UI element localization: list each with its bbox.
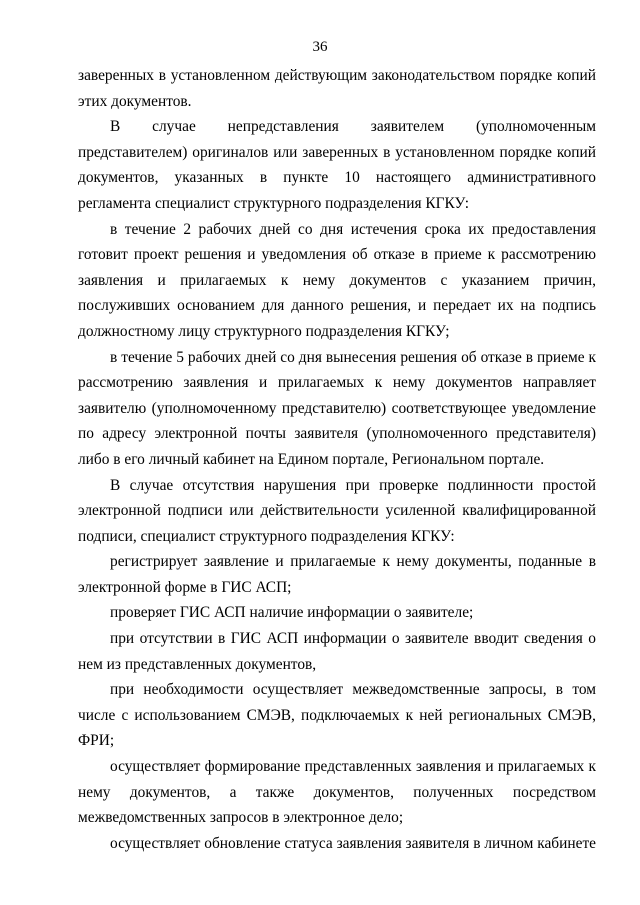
paragraph-enters-applicant-info: при отсутствии в ГИС АСП информации о заявителе вводит сведения о нем из представленных документов, [78,630,596,673]
paragraph-two-day-deadline: в течение 2 рабочих дней со дня истечения срока их предоставления готовит проект решения и уведомления об отказе в приеме к рассмотрению заявления и прилагаемых к нему документов с указанием причин, послуживших основанием для данного решения, и передает их на подпись должностному лицу структурного подразделения КГКУ; [78,220,596,340]
paragraph-continuation: заверенных в установленном действующим законодательством порядке копий этих документов. [78,67,596,110]
paragraph-checks-applicant-info: проверяет ГИС АСП наличие информации о заявителе; [110,604,474,622]
document-body [78,63,596,856]
paragraph-forms-electronic-file: осуществляет формирование представленных заявления и прилагаемых к нему документов, а также документов, полученных посредством межведомственных запросов в электронное дело; [78,758,596,827]
paragraph-interagency-requests: при необходимости осуществляет межведомственные запросы, в том числе с использованием СМЭВ, подключаемых к ней региональных СМЭВ, ФРИ; [78,681,596,750]
page-number: 36 [312,39,328,55]
paragraph-nonsubmission-case: В случае непредставления заявителем (уполномоченным представителем) оригиналов или заверенных в установленном порядке копий документов, указанных в пункте 10 настоящего административного регламента специалист структурного подразделения КГКУ: [78,118,596,212]
paragraph-registers-application: регистрирует заявление и прилагаемые к нему документы, поданные в электронной форме в ГИС АСП; [78,553,596,596]
paragraph-five-day-deadline: в течение 5 рабочих дней со дня вынесения решения об отказе в приеме к рассмотрению заявления и прилагаемых к нему документов направляет заявителю (уполномоченному представителю) соответствующее уведомление по адресу электронной почты заявителя (уполномоченного представителя) либо в его личный кабинет на Едином портале, Региональном портале. [78,348,596,468]
paragraph-signature-verified-case: В случае отсутствия нарушения при проверке подлинности простой электронной подписи или действительности усиленной квалифицированной подписи, специалист структурного подразделения КГКУ: [78,476,596,545]
paragraph-updates-status: осуществляет обновление статуса заявления заявителя в личном кабинете [110,834,596,852]
